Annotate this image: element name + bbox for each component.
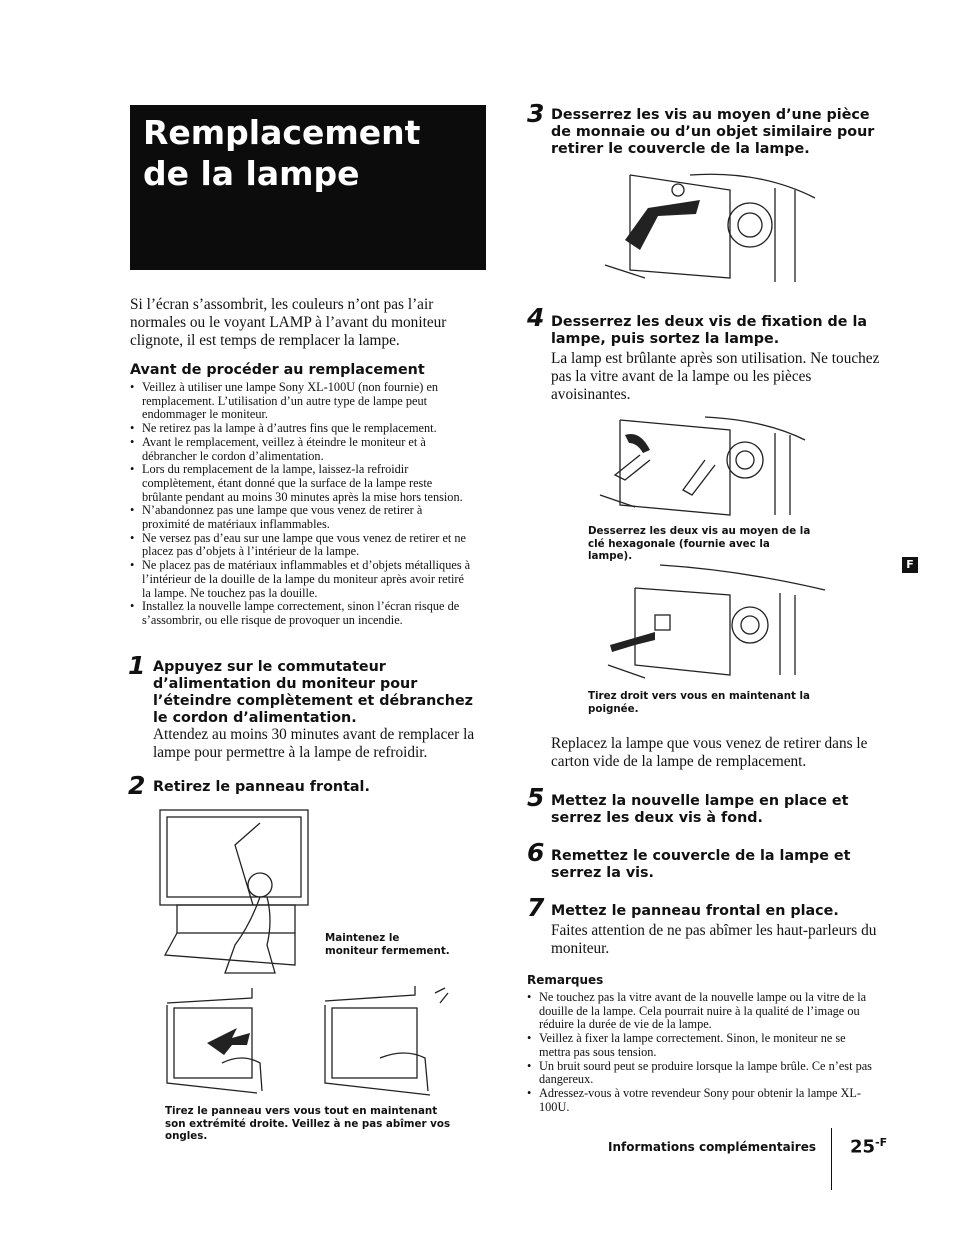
list-item: • Lors du remplacement de la lampe, laissez-la refroidir complètement, étant donné que la surface de la lampe reste brûlante pendant au moins 30 minutes après la mise hors tension. xyxy=(130,463,472,504)
list-item: • Ne retirez pas la lampe à d’autres fins que le remplacement. xyxy=(130,422,472,436)
step-1-number: 1 xyxy=(128,651,146,680)
list-item: • Avant le remplacement, veillez à éteindre le moniteur et à débrancher le cordon d’alimentation. xyxy=(130,436,472,463)
step-4-text: La lamp est brûlante après son utilisation. Ne touchez pas la vitre avant de la lampe ou les pièces avoisinantes. xyxy=(551,350,880,403)
page-number: $25^{-F}$ xyxy=(850,1136,888,1158)
footer-divider xyxy=(831,1128,832,1190)
list-item: • Installez la nouvelle lampe correctement, sinon l’écran risque de s’assombrir, ou elle risque de provoquer un incendie. xyxy=(130,600,472,627)
remarks-list xyxy=(527,991,879,1114)
list-item: • Adressez-vous à votre revendeur Sony pour obtenir la lampe XL-100U. xyxy=(527,1087,879,1114)
list-item: • Ne versez pas d’eau sur une lampe que vous venez de retirer et ne placez pas d’objets à l’intérieur de la lampe. xyxy=(130,532,472,559)
panel-pull-illustration-right xyxy=(320,983,455,1101)
before-heading: Avant de procéder au remplacement xyxy=(130,362,425,378)
list-item: • Ne placez pas de matériaux inflammables et d’objets métalliques à l’intérieur de la douille de la lampe du moniteur après avoir retiré la lampe. Ne touchez pas la douille. xyxy=(130,559,472,600)
step-7-title: Mettez le panneau frontal en place. xyxy=(551,903,839,919)
pull-lamp-illustration xyxy=(600,560,830,685)
step-6-title: Remettez le couvercle de la lampe et serrez la vis. xyxy=(551,848,851,881)
hex-key-caption: Desserrez les deux vis au moyen de la clé hexagonale (fournie avec la lampe). xyxy=(588,525,811,562)
step-6-number: 6 xyxy=(527,838,545,867)
step-4-number: 4 xyxy=(527,303,545,332)
replace-paragraph: Replacez la lampe que vous venez de retirer dans le carton vide de la lampe de remplacement. xyxy=(551,735,868,770)
footer-section-label: Informations complémentaires xyxy=(608,1140,816,1154)
language-tab: F xyxy=(902,557,918,573)
remarks-heading: Remarques xyxy=(527,973,604,987)
step-4-title: Desserrez les deux vis de fixation de la lampe, puis sortez la lampe. xyxy=(551,314,868,347)
list-item: • Veillez à utiliser une lampe Sony XL-100U (non fournie) en remplacement. L’utilisation d’un autre type de lampe peut endommager le moniteur. xyxy=(130,381,472,422)
list-item: • Un bruit sourd peut se produire lorsque la lampe brûle. Ce n’est pas dangereux. xyxy=(527,1060,879,1087)
step-7-text: Faites attention de ne pas abîmer les haut-parleurs du moniteur. xyxy=(551,922,877,957)
before-list xyxy=(130,381,472,628)
monitor-hold-illustration xyxy=(155,805,320,980)
step-5-title: Mettez la nouvelle lampe en place et serrez les deux vis à fond. xyxy=(551,793,849,826)
step-3-title: Desserrez les vis au moyen d’une pièce de monnaie ou d’un objet similaire pour retirer le couvercle de la lampe. xyxy=(551,107,875,157)
step-1-title: Appuyez sur le commutateur d’alimentation du moniteur pour l’éteindre complètement et débranchez le cordon d’alimentation. xyxy=(153,659,473,726)
hex-key-illustration xyxy=(595,415,810,520)
step-3-number: 3 xyxy=(527,99,545,128)
panel-pull-illustration-left xyxy=(162,983,282,1101)
step-5-number: 5 xyxy=(527,783,545,812)
hold-caption: Maintenez le moniteur fermement. xyxy=(325,932,450,957)
lamp-cover-illustration xyxy=(600,170,820,288)
step-2-number: 2 xyxy=(128,771,146,800)
list-item: • Veillez à fixer la lampe correctement. Sinon, le moniteur ne se mettra pas sous tension. xyxy=(527,1032,879,1059)
pull-handle-caption: Tirez droit vers vous en maintenant la poignée. xyxy=(588,690,811,715)
pull-panel-caption: Tirez le panneau vers vous tout en maintenant son extrémité droite. Veillez à ne pas abîmer vos ongles. xyxy=(165,1105,451,1142)
list-item: • Ne touchez pas la vitre avant de la nouvelle lampe ou la vitre de la douille de la lampe. Cela pourrait nuire à la qualité de l’image ou réduire la durée de vie de la lampe. xyxy=(527,991,879,1032)
page-title: Remplacement de la lampe xyxy=(143,113,421,193)
step-1-text: Attendez au moins 30 minutes avant de remplacer la lampe pour permettre à la lampe de refroidir. xyxy=(153,726,475,761)
step-7-number: 7 xyxy=(527,893,545,922)
intro-paragraph: Si l’écran s’assombrit, les couleurs n’ont pas l’air normales ou le voyant LAMP à l’avant du moniteur clignote, il est temps de remplacer la lampe. xyxy=(130,296,447,349)
list-item: • N’abandonnez pas une lampe que vous venez de retirer à proximité de matériaux inflammables. xyxy=(130,504,472,531)
step-2-title: Retirez le panneau frontal. xyxy=(153,779,370,795)
